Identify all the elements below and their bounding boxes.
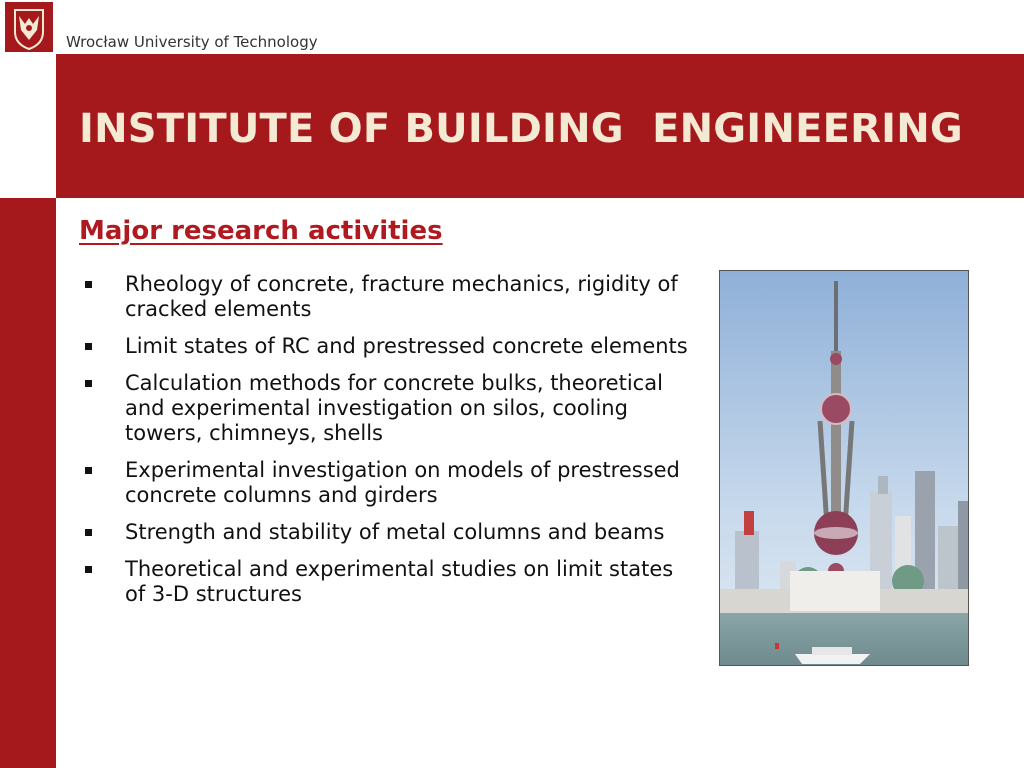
list-item-text: Strength and stability of metal columns and beams bbox=[125, 520, 665, 544]
list-item bbox=[78, 371, 698, 446]
list-item bbox=[78, 458, 698, 508]
list-item-text: Limit states of RC and prestressed concrete elements bbox=[125, 334, 688, 358]
list-item bbox=[78, 272, 698, 322]
bullet-square-icon bbox=[85, 380, 92, 387]
bullet-square-icon bbox=[85, 281, 92, 288]
eagle-crest-icon bbox=[5, 2, 53, 52]
bullet-square-icon bbox=[85, 566, 92, 573]
list-item bbox=[78, 557, 698, 607]
list-item bbox=[78, 334, 698, 359]
left-accent-bar bbox=[0, 198, 56, 768]
university-name: Wrocław University of Technology bbox=[66, 33, 318, 51]
list-item bbox=[78, 520, 698, 545]
bullet-square-icon bbox=[85, 529, 92, 536]
list-item-text: Theoretical and experimental studies on limit states of 3-D structures bbox=[125, 557, 674, 606]
list-item-text: Experimental investigation on models of prestressed concrete columns and girders bbox=[125, 458, 680, 507]
list-item-text: Calculation methods for concrete bulks, theoretical and experimental investigation on silos, cooling towers, chimneys, shells bbox=[125, 371, 663, 445]
list-item-text: Rheology of concrete, fracture mechanics, rigidity of cracked elements bbox=[125, 272, 678, 321]
section-subtitle: Major research activities bbox=[79, 216, 443, 246]
tv-tower-skyline-photo bbox=[719, 270, 969, 666]
bullet-square-icon bbox=[85, 343, 92, 350]
bullet-square-icon bbox=[85, 467, 92, 474]
page-title: INSTITUTE OF BUILDING ENGINEERING bbox=[79, 106, 963, 152]
research-list bbox=[78, 272, 698, 619]
